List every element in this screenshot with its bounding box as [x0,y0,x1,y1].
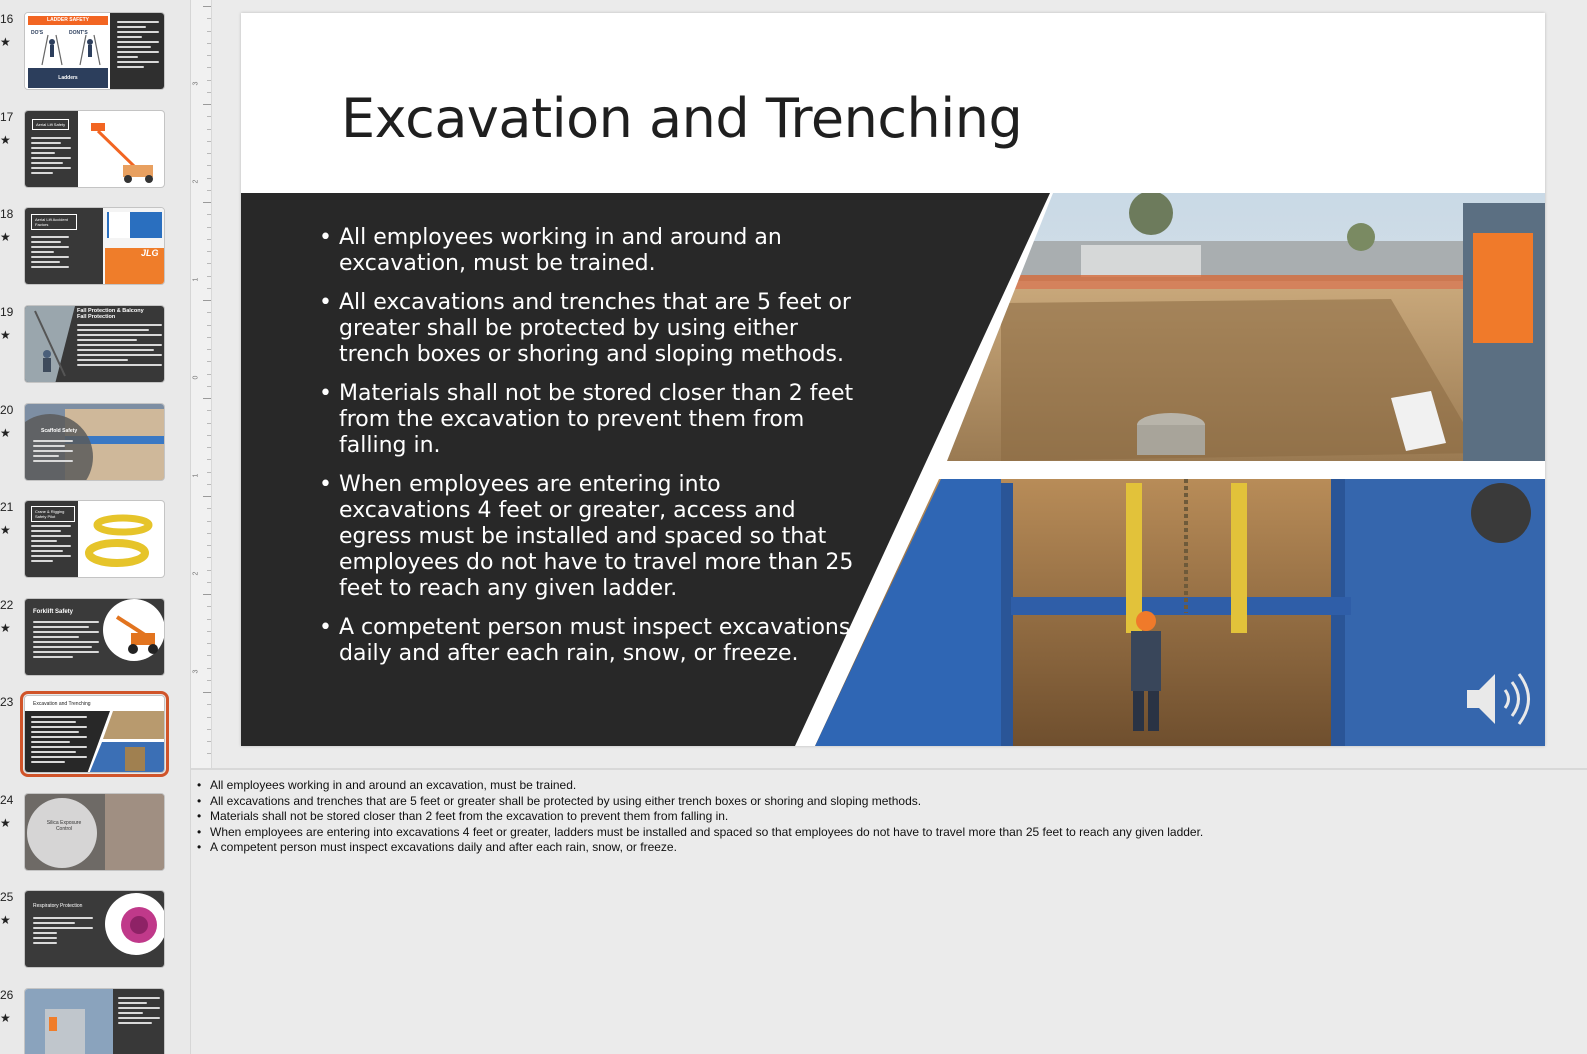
slide-bullet: • A competent person must inspect excavations daily and after each rain, snow, or freeze. [319,615,859,667]
ladder-safety-banner: LADDER SAFETY [28,16,108,25]
slide-thumbnail-23-selected[interactable] [24,695,165,773]
transition-star-icon: ★ [0,913,11,927]
transition-star-icon: ★ [0,523,11,537]
ruler-tick [207,753,211,754]
slide-number: 23 [0,695,14,709]
respirator-illustration-icon [115,901,163,949]
ruler-tick [207,263,211,264]
ruler-tick [207,472,211,473]
thumbnail-row-16[interactable] [0,12,190,110]
thumb-title: Crane & Rigging Safety Pilot [31,506,75,522]
thumb-title: Excavation and Trenching [33,701,91,707]
ruler-label: 2 [192,571,200,576]
notes-bullet: • When employees are entering into excavations 4 feet or greater, ladders must be installed and spaced so that employees do not have to travel more than 25 feet to reach any given ladder. [195,825,1575,841]
thumb-title: Aerial Lift Accident Factors [31,214,77,230]
ruler-tick [207,386,211,387]
ruler-label: 1 [192,277,200,282]
ruler-tick [207,447,211,448]
thumb-title: Fall Protection & Balcony Fall Protection [77,308,144,320]
ruler-tick [207,92,211,93]
ladder-illustration-icon [28,27,108,67]
vertical-ruler [191,0,212,768]
ruler-tick [207,435,211,436]
forklift-illustration-icon [111,609,161,655]
donts-label: DONT'S [69,30,88,36]
slide-thumbnail-19[interactable] [24,305,165,383]
thumb-title: Scaffold Safety [41,428,78,434]
ruler-tick [207,312,211,313]
slide-thumbnail-22[interactable] [24,598,165,676]
slide-number: 19 [0,305,14,319]
speaker-notes[interactable] [195,778,1575,856]
ruler-tick [207,545,211,546]
transition-star-icon: ★ [0,621,11,635]
thumbnail-row-25[interactable] [0,890,190,988]
ruler-tick [207,582,211,583]
slide-bullet: • When employees are entering into excavations 4 feet or greater, access and egress must be installed and spaced so that employees do not have to travel more than 25 feet to reach any given ladder. [319,472,859,602]
thumbnail-row-20[interactable] [0,403,190,501]
slide-bullet: • All excavations and trenches that are 5 feet or greater shall be protected by using either trench boxes or shoring and sloping methods. [319,290,859,368]
slide-thumbnail-panel [0,0,191,1054]
thumbnail-row-17[interactable] [0,110,190,208]
ruler-tick [207,80,211,81]
ruler-tick [207,557,211,558]
ruler-tick [207,361,211,362]
ruler-tick [207,508,211,509]
ruler-tick [203,202,211,203]
transition-star-icon: ★ [0,1011,11,1025]
slide-thumbnail-18[interactable] [24,207,165,285]
notes-bullet: • All employees working in and around an excavation, must be trained. [195,778,1575,794]
slide-number: 18 [0,207,14,221]
trench-box-worker-photo [811,479,1545,746]
ladders-footer: Ladders [28,68,108,88]
ruler-tick [207,704,211,705]
ruler-tick [207,178,211,179]
ruler-tick [207,521,211,522]
ruler-tick [203,398,211,399]
ruler-tick [207,239,211,240]
ruler-tick [207,251,211,252]
slide-number: 26 [0,988,14,1002]
transition-star-icon: ★ [0,426,11,440]
thumbnail-row-22[interactable] [0,598,190,696]
slide-number: 24 [0,793,14,807]
ruler-tick [207,729,211,730]
ruler-tick [207,153,211,154]
transition-star-icon: ★ [0,816,11,830]
notes-bullet: • A competent person must inspect excavations daily and after each rain, snow, or freeze. [195,840,1575,856]
ruler-tick [207,655,211,656]
ruler-tick [207,31,211,32]
ruler-label: 0 [192,375,200,380]
notes-bullet: • Materials shall not be stored closer than 2 feet from the excavation to prevent them from falling in. [195,809,1575,825]
slide-thumbnail-16[interactable] [24,12,165,90]
ruler-tick [203,594,211,595]
notes-bullet: • All excavations and trenches that are 5 feet or greater shall be protected by using either trench boxes or shoring and sloping methods. [195,794,1575,810]
slide-thumbnail-25[interactable] [24,890,165,968]
slide-number: 17 [0,110,14,124]
slide-thumbnail-24[interactable] [24,793,165,871]
ruler-tick [207,141,211,142]
sling-strap-illustration-icon [83,509,163,573]
thumbnail-row-26[interactable] [0,988,190,1054]
ruler-tick [203,496,211,497]
ruler-tick [207,631,211,632]
ruler-tick [207,374,211,375]
ruler-label: 2 [192,179,200,184]
slide-number: 20 [0,403,14,417]
thumb-title: Aerial Lift Safety [32,119,69,130]
excavation-site-photo [941,193,1545,461]
slide-thumbnail-17[interactable] [24,110,165,188]
ruler-tick [203,300,211,301]
ruler-tick [207,116,211,117]
thumb-title: Silica Exposure Control [46,820,82,832]
ruler-tick [207,190,211,191]
jlg-logo: JLG [141,248,159,258]
thumbnail-row-24[interactable] [0,793,190,891]
ruler-tick [207,680,211,681]
transition-star-icon: ★ [0,133,11,147]
thumb-title: Respiratory Protection [33,903,83,909]
ruler-tick [207,67,211,68]
ruler-tick [207,214,211,215]
thumbnail-row-21[interactable] [0,500,190,598]
ruler-tick [207,288,211,289]
slide-number: 22 [0,598,14,612]
ruler-tick [207,337,211,338]
ruler-tick [207,484,211,485]
fall-protection-photo-icon [25,306,75,383]
ruler-tick [207,741,211,742]
ruler-tick [203,692,211,693]
notes-divider[interactable] [191,768,1587,770]
ruler-tick [207,129,211,130]
slide-title[interactable]: Excavation and Trenching [341,87,1023,150]
ruler-tick [207,165,211,166]
ruler-tick [207,43,211,44]
ruler-tick [203,104,211,105]
slide-thumbnail-21[interactable] [24,500,165,578]
slide-bullet: • Materials shall not be stored closer than 2 feet from the excavation to prevent them from falling in. [319,381,859,459]
transition-star-icon: ★ [0,328,11,342]
slide-number: 16 [0,12,14,26]
slide-canvas[interactable] [241,13,1545,746]
slide-number: 21 [0,500,14,514]
slide-bullet: • All employees working in and around an excavation, must be trained. [319,225,859,277]
ruler-tick [207,55,211,56]
ruler-tick [207,227,211,228]
ruler-tick [207,459,211,460]
ruler-tick [207,533,211,534]
ruler-tick [207,325,211,326]
ruler-tick [207,643,211,644]
ruler-tick [207,717,211,718]
thumbnail-row-19[interactable] [0,305,190,403]
ruler-tick [207,423,211,424]
ruler-label: 3 [192,669,200,674]
aerial-lift-illustration-icon [83,117,163,185]
thumb-title: Forklift Safety [33,609,74,615]
ruler-tick [207,619,211,620]
thumbnail-row-23[interactable] [0,695,190,793]
ruler-tick [207,276,211,277]
speaker-icon[interactable] [1465,668,1541,730]
slide-bullet-list[interactable] [319,225,859,680]
slide-thumbnail-26[interactable] [24,988,165,1054]
ruler-label: 1 [192,473,200,478]
slide-number: 25 [0,890,14,904]
ruler-tick [203,6,211,7]
thumbnail-row-18[interactable] [0,207,190,305]
transition-star-icon: ★ [0,230,11,244]
transition-star-icon: ★ [0,35,11,49]
dos-label: DO'S [31,30,44,36]
ruler-tick [207,349,211,350]
ruler-tick [207,410,211,411]
ruler-tick [207,668,211,669]
ruler-tick [207,18,211,19]
ruler-label: 3 [192,81,200,86]
ruler-tick [207,570,211,571]
ruler-tick [207,606,211,607]
slide-thumbnail-20[interactable] [24,403,165,481]
